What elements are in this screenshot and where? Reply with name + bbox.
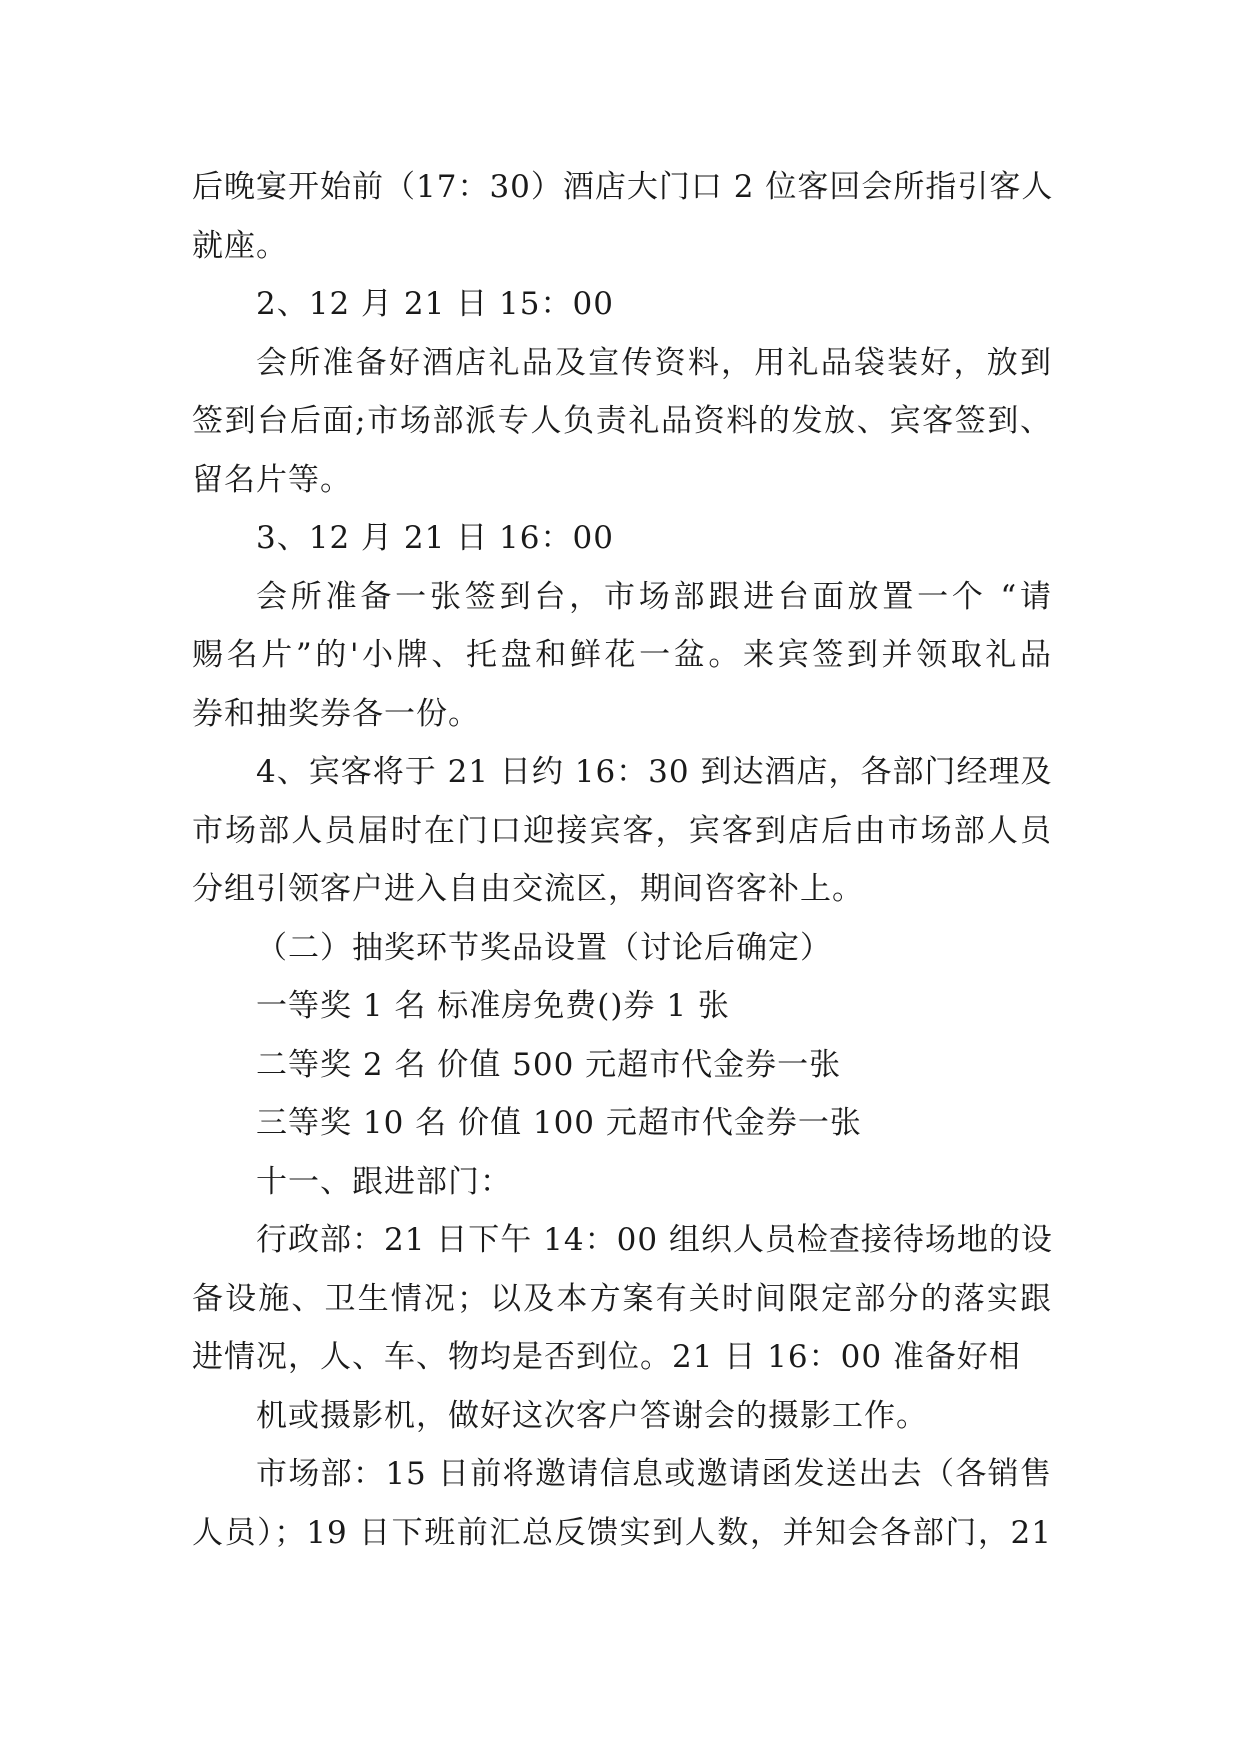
item-heading: 2、12 月 21 日 15：00 [256,286,614,322]
prize-line: 一等奖 1 名 标准房免费()券 1 张 [256,988,730,1024]
prize-line: 二等奖 2 名 价值 500 元超市代金券一张 [256,1046,842,1083]
text-line: 市场部：15 日前将邀请信息或邀请函发送出去（各销售 [256,1456,1052,1492]
text-line: 后晚宴开始前（17：30）酒店大门口 2 位客回会所指引客人 [192,169,1054,205]
text-line: 分组引领客户进入自由交流区，期间咨客补上。 [192,871,864,907]
text-line: 就座。 [192,227,288,264]
text-line: 备设施、卫生情况；以及本方案有关时间限定部分的落实跟 [192,1280,1052,1317]
text-line: 人员）；19 日下班前汇总反馈实到人数，并知会各部门，21 [192,1514,1052,1551]
text-line: 行政部：21 日下午 14：00 组织人员检查接待场地的设 [256,1222,1053,1258]
text-line: 机或摄影机，做好这次客户答谢会的摄影工作。 [256,1397,928,1434]
text-line: 会所准备好酒店礼品及宣传资料，用礼品袋装好，放到 [256,344,1052,381]
section-heading: （二）抽奖环节奖品设置（讨论后确定） [256,929,832,966]
prize-line: 三等奖 10 名 价值 100 元超市代金券一张 [256,1105,862,1141]
text-line: 留名片等。 [192,461,352,498]
text-line: 市场部人员届时在门口迎接宾客，宾客到店后由市场部人员 [192,812,1052,849]
item-heading: 3、12 月 21 日 16：00 [256,520,614,556]
text-line: 签到台后面;市场部派专人负责礼品资料的发放、宾客签到、 [192,403,1052,439]
document-body [192,158,1052,1562]
text-line: 券和抽奖券各一份。 [192,695,480,732]
text-line: 赐名片”的'小牌、托盘和鲜花一盆。来宾签到并领取礼品 [192,637,1052,673]
section-heading: 十一、跟进部门： [256,1163,512,1200]
text-line: 进情况，人、车、物均是否到位。21 日 16：00 准备好相 [192,1339,1021,1375]
text-line: 会所准备一张签到台，市场部跟进台面放置一个 “请 [256,578,1052,615]
text-line: 4、宾客将于 21 日约 16：30 到达酒店，各部门经理及 [256,754,1053,790]
